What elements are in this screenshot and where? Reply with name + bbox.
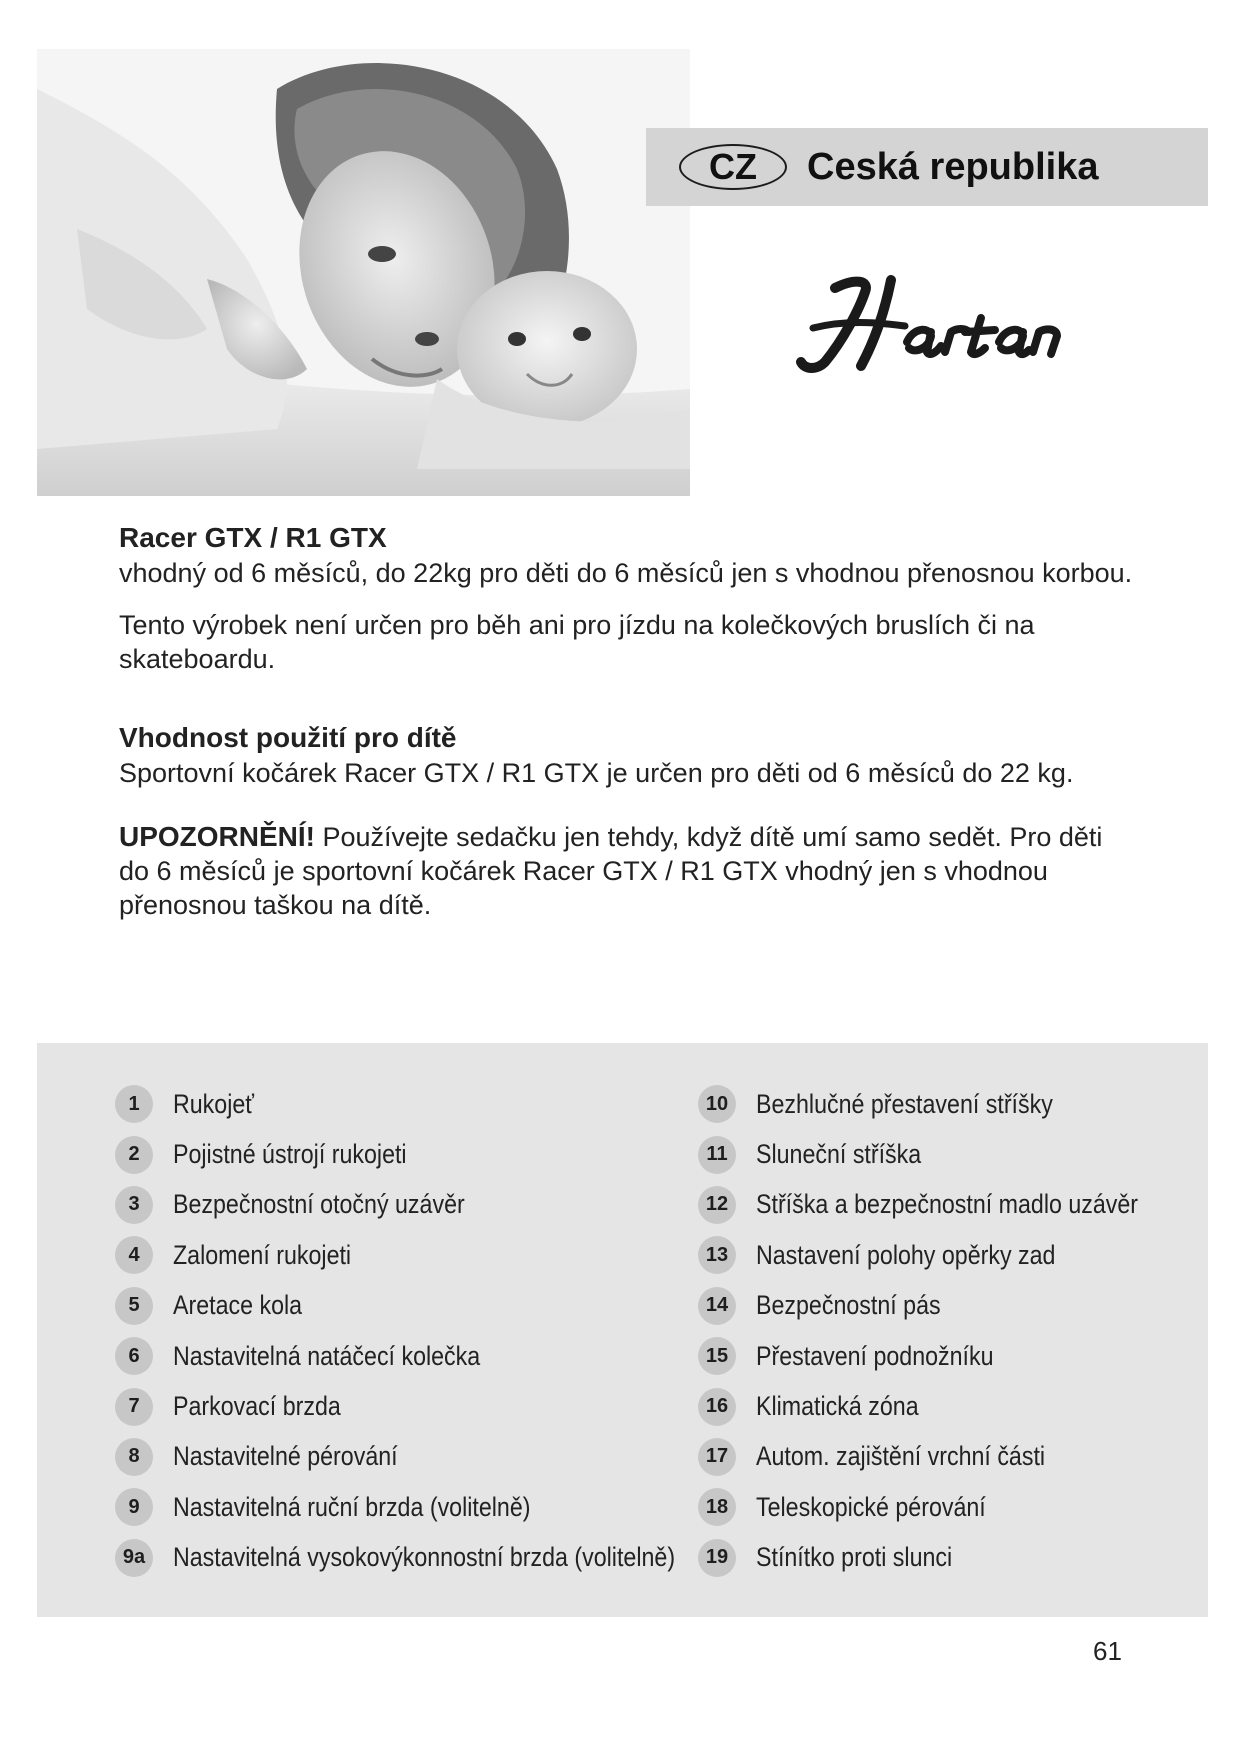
part-label: Pojistné ústrojí rukojeti — [173, 1139, 407, 1170]
part-number-badge: 6 — [115, 1337, 153, 1375]
part-label: Nastavitelné pérování — [173, 1441, 398, 1472]
part-number-badge: 8 — [115, 1438, 153, 1476]
part-number-badge: 19 — [698, 1539, 736, 1577]
warning-text: Používejte sedačku jen tehdy, když dítě umí samo sedět. Pro děti do 6 měsíců je sportovní kočárek Racer GTX / R1 GTX vhodný jen s vhodnou přenosnou taškou na dítě. — [119, 822, 1103, 920]
part-item — [115, 1129, 757, 1179]
part-item — [698, 1281, 1200, 1331]
part-item — [698, 1533, 1200, 1583]
part-label: Aretace kola — [173, 1290, 303, 1321]
country-code-badge: CZ — [679, 144, 787, 190]
part-item — [698, 1180, 1200, 1230]
product-title: Racer GTX / R1 GTX — [119, 522, 387, 553]
part-item — [115, 1432, 757, 1482]
part-label: Rukojeť — [173, 1088, 254, 1119]
part-number-badge: 15 — [698, 1337, 736, 1375]
part-number-badge: 5 — [115, 1287, 153, 1325]
part-item — [115, 1381, 757, 1431]
part-item — [115, 1079, 757, 1129]
parts-list-right — [698, 1079, 1200, 1583]
part-item — [698, 1230, 1200, 1280]
part-number-badge: 9 — [115, 1488, 153, 1526]
page-number: 61 — [1093, 1636, 1122, 1666]
part-item — [115, 1180, 757, 1230]
part-number-badge: 2 — [115, 1136, 153, 1174]
part-item — [698, 1079, 1200, 1129]
part-number-badge: 14 — [698, 1287, 736, 1325]
part-number-badge: 12 — [698, 1186, 736, 1224]
language-header — [646, 128, 1208, 206]
part-label: Bezpečnostní otočný uzávěr — [173, 1189, 465, 1220]
usage-note: Tento výrobek není určen pro běh ani pro jízdu na kolečkových bruslích či na skateboardu. — [119, 610, 1035, 674]
part-label: Parkovací brzda — [173, 1391, 341, 1422]
part-label: Teleskopické pérování — [756, 1491, 986, 1522]
part-label: Nastavení polohy opěrky zad — [756, 1239, 1056, 1270]
part-number-badge: 18 — [698, 1488, 736, 1526]
part-number-badge: 10 — [698, 1085, 736, 1123]
part-label: Stříška a bezpečnostní madlo uzávěr — [756, 1189, 1139, 1220]
part-item — [698, 1331, 1200, 1381]
part-number-badge: 9a — [115, 1539, 153, 1577]
parts-list-left — [115, 1079, 757, 1583]
parts-legend — [37, 1043, 1208, 1617]
part-item — [698, 1482, 1200, 1532]
hartan-logo — [795, 270, 1065, 380]
part-label: Klimatická zóna — [756, 1391, 919, 1422]
part-item — [698, 1129, 1200, 1179]
child-suitability-heading: Vhodnost použití pro dítě — [119, 722, 457, 753]
part-label: Bezpečnostní pás — [756, 1290, 941, 1321]
part-item — [698, 1381, 1200, 1431]
part-number-badge: 13 — [698, 1236, 736, 1274]
part-number-badge: 4 — [115, 1236, 153, 1274]
part-label: Nastavitelná vysokovýkonnostní brzda (volitelně) — [173, 1542, 676, 1573]
product-description — [119, 520, 1139, 940]
part-label: Přestavení podnožníku — [756, 1340, 994, 1371]
part-number-badge: 1 — [115, 1085, 153, 1123]
suitability-text: vhodný od 6 měsíců, do 22kg pro děti do 6 měsíců jen s vhodnou přenosnou korbou. — [119, 558, 1133, 588]
part-item — [115, 1281, 757, 1331]
warning-paragraph — [119, 820, 1139, 922]
part-label: Autom. zajištění vrchní části — [756, 1441, 1046, 1472]
part-number-badge: 11 — [698, 1136, 736, 1174]
part-label: Bezhlučné přestavení stříšky — [756, 1088, 1053, 1119]
warning-label: UPOZORNĚNÍ! — [119, 821, 315, 852]
part-label: Nastavitelná natáčecí kolečka — [173, 1340, 481, 1371]
part-item — [115, 1230, 757, 1280]
part-label: Nastavitelná ruční brzda (volitelně) — [173, 1491, 531, 1522]
part-item — [115, 1533, 757, 1583]
part-item — [115, 1331, 757, 1381]
country-name: Ceská republika — [807, 146, 1099, 188]
part-label: Stínítko proti slunci — [756, 1542, 953, 1573]
mother-baby-photo — [37, 49, 690, 496]
part-number-badge: 3 — [115, 1186, 153, 1224]
part-label: Zalomení rukojeti — [173, 1239, 352, 1270]
part-label: Sluneční stříška — [756, 1139, 922, 1170]
part-number-badge: 7 — [115, 1388, 153, 1426]
child-suitability-text: Sportovní kočárek Racer GTX / R1 GTX je určen pro děti od 6 měsíců do 22 kg. — [119, 758, 1074, 788]
part-number-badge: 16 — [698, 1388, 736, 1426]
part-item — [698, 1432, 1200, 1482]
part-number-badge: 17 — [698, 1438, 736, 1476]
part-item — [115, 1482, 757, 1532]
